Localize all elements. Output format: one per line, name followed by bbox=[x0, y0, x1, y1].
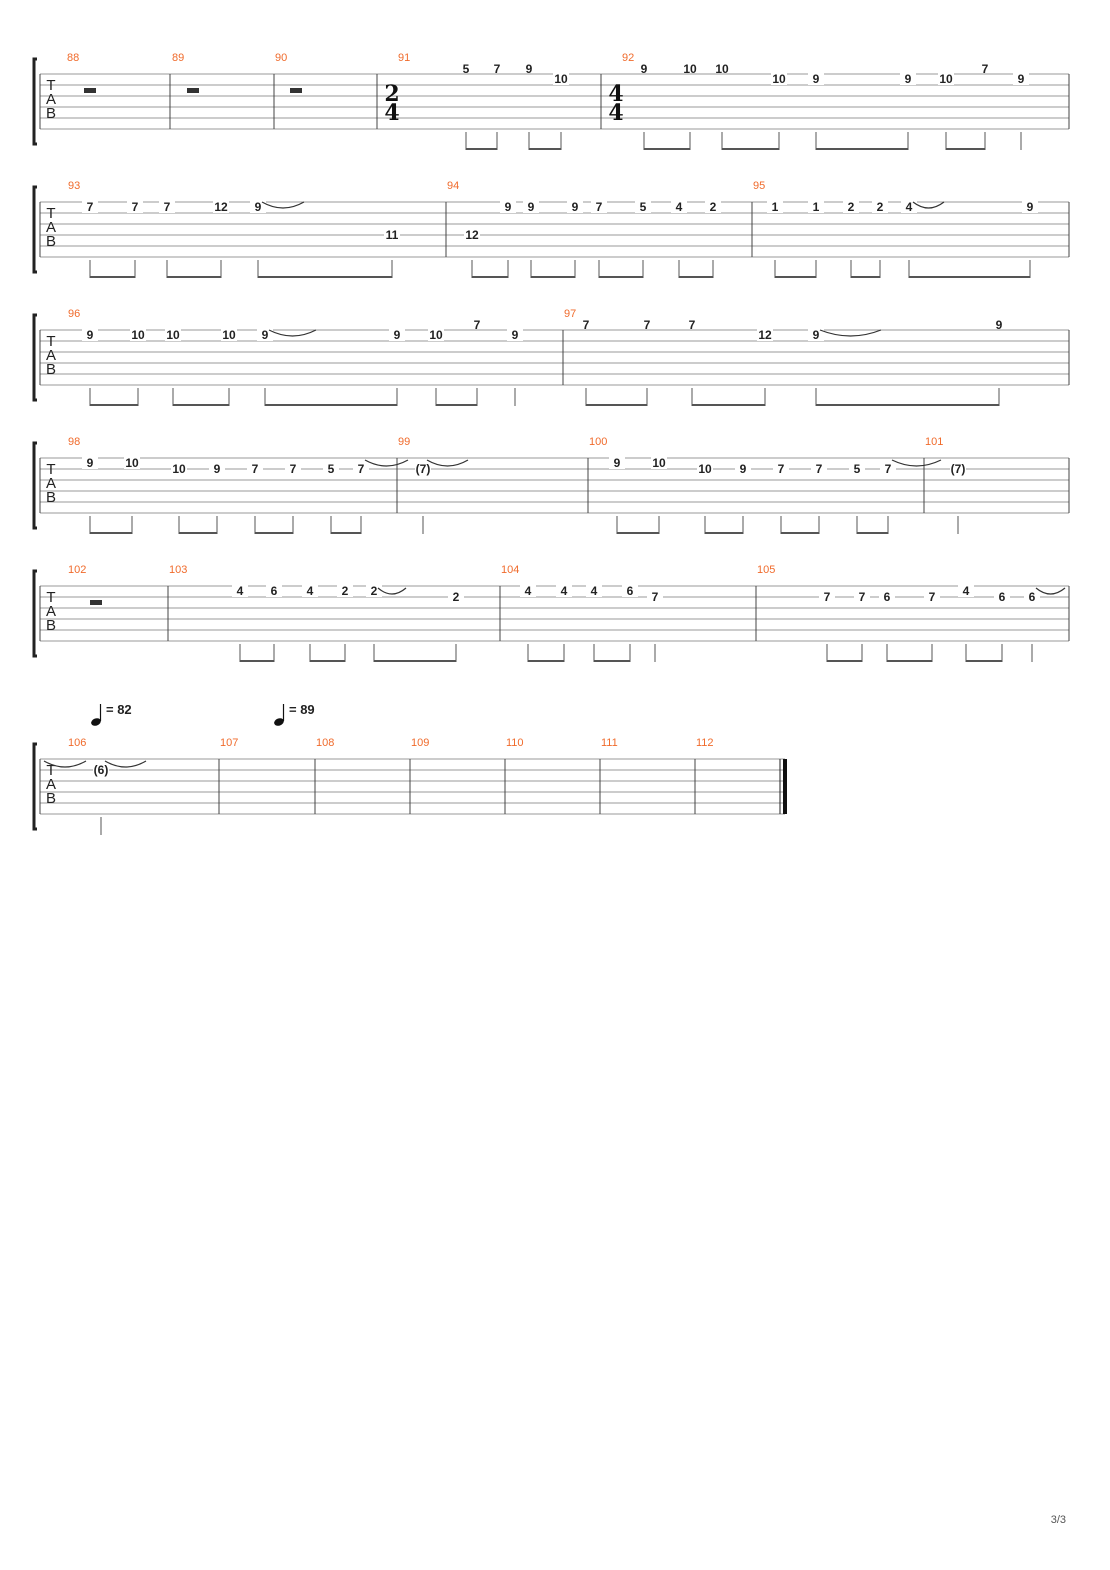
fret-number: 2 bbox=[876, 200, 884, 214]
fret-number: 9 bbox=[393, 328, 401, 342]
fret-number: 6 bbox=[626, 584, 634, 598]
beam bbox=[265, 404, 397, 406]
measure-number: 109 bbox=[411, 737, 430, 749]
fret-number: 7 bbox=[595, 200, 603, 214]
measure-number: 104 bbox=[501, 564, 520, 576]
fret-number: 9 bbox=[254, 200, 262, 214]
fret-number: (6) bbox=[93, 763, 109, 777]
beam bbox=[722, 148, 779, 150]
tab-clef-letter: B bbox=[45, 617, 57, 634]
fret-number: 7 bbox=[981, 62, 989, 76]
tie bbox=[365, 460, 408, 466]
fret-number: 12 bbox=[758, 328, 772, 342]
fret-number: 7 bbox=[815, 462, 823, 476]
beam bbox=[851, 276, 880, 278]
tie bbox=[913, 202, 944, 208]
beam bbox=[472, 276, 508, 278]
fret-number: 7 bbox=[357, 462, 365, 476]
measure-number: 98 bbox=[68, 436, 81, 448]
tab-clef-letter: A bbox=[45, 603, 57, 620]
final-barline-thick bbox=[783, 759, 787, 814]
time-signature-top: 2 bbox=[384, 81, 400, 107]
fret-number: 7 bbox=[289, 462, 297, 476]
system-bracket bbox=[34, 744, 37, 829]
tab-clef-letter: B bbox=[45, 489, 57, 506]
beam bbox=[692, 404, 765, 406]
tab-clef-letter: B bbox=[45, 105, 57, 122]
fret-number: 9 bbox=[86, 328, 94, 342]
half-rest bbox=[290, 88, 302, 93]
fret-number: 4 bbox=[524, 584, 532, 598]
fret-number: 2 bbox=[847, 200, 855, 214]
measure-number: 108 bbox=[316, 737, 335, 749]
fret-number: 7 bbox=[493, 62, 501, 76]
page-number: 3/3 bbox=[1050, 1514, 1066, 1526]
beam bbox=[705, 532, 743, 534]
fret-number: 9 bbox=[571, 200, 579, 214]
measure-number: 89 bbox=[172, 52, 185, 64]
beam bbox=[258, 276, 392, 278]
beam bbox=[816, 148, 908, 150]
fret-number: 7 bbox=[651, 590, 659, 604]
fret-number: 2 bbox=[452, 590, 460, 604]
fret-number: 11 bbox=[385, 228, 399, 242]
fret-number: 4 bbox=[306, 584, 314, 598]
tab-clef-letter: T bbox=[46, 205, 56, 222]
fret-number: 7 bbox=[582, 318, 590, 332]
beam bbox=[436, 404, 477, 406]
fret-number: 10 bbox=[652, 456, 666, 470]
system-2 bbox=[34, 187, 1069, 278]
system-4 bbox=[34, 443, 1069, 534]
tab-clef-letter: T bbox=[46, 461, 56, 478]
fret-number: 7 bbox=[131, 200, 139, 214]
fret-number: 10 bbox=[939, 72, 953, 86]
fret-number: 9 bbox=[904, 72, 912, 86]
beam bbox=[679, 276, 713, 278]
tie bbox=[105, 761, 146, 767]
measure-number: 94 bbox=[447, 180, 460, 192]
fret-number: 4 bbox=[675, 200, 683, 214]
beam bbox=[179, 532, 217, 534]
beam bbox=[594, 660, 630, 662]
system-bracket bbox=[34, 571, 37, 656]
measure-number: 88 bbox=[67, 52, 80, 64]
beam bbox=[240, 660, 274, 662]
fret-number: 9 bbox=[1026, 200, 1034, 214]
tab-clef-letter: T bbox=[46, 589, 56, 606]
time-signature-top: 4 bbox=[608, 81, 624, 107]
tab-clef-letter: B bbox=[45, 361, 57, 378]
beam bbox=[90, 404, 138, 406]
fret-number: 5 bbox=[639, 200, 647, 214]
beam bbox=[374, 660, 456, 662]
fret-number: 1 bbox=[812, 200, 820, 214]
beam bbox=[255, 532, 293, 534]
measure-number: 105 bbox=[757, 564, 776, 576]
fret-number: 7 bbox=[928, 590, 936, 604]
fret-number: 7 bbox=[163, 200, 171, 214]
tab-clef-letter: T bbox=[46, 77, 56, 94]
fret-number: 7 bbox=[777, 462, 785, 476]
tab-clef-letter: A bbox=[45, 776, 57, 793]
fret-number: 4 bbox=[905, 200, 913, 214]
fret-number: (7) bbox=[950, 462, 966, 476]
fret-number: 12 bbox=[465, 228, 479, 242]
measure-number: 107 bbox=[220, 737, 239, 749]
fret-number: 6 bbox=[270, 584, 278, 598]
beam bbox=[167, 276, 221, 278]
system-6 bbox=[34, 744, 787, 835]
tab-clef-letter: A bbox=[45, 347, 57, 364]
fret-number: 10 bbox=[429, 328, 443, 342]
fret-number: 10 bbox=[698, 462, 712, 476]
measure-number: 90 bbox=[275, 52, 288, 64]
fret-number: 9 bbox=[613, 456, 621, 470]
fret-number: 6 bbox=[1028, 590, 1036, 604]
measure-number: 111 bbox=[601, 737, 618, 749]
beam bbox=[946, 148, 985, 150]
beam bbox=[827, 660, 862, 662]
fret-number: 9 bbox=[504, 200, 512, 214]
tab-clef-letter: A bbox=[45, 475, 57, 492]
fret-number: 7 bbox=[473, 318, 481, 332]
tempo-marking: = 89 bbox=[289, 702, 315, 717]
fret-number: 7 bbox=[643, 318, 651, 332]
beam bbox=[599, 276, 643, 278]
measure-number: 103 bbox=[169, 564, 188, 576]
system-3 bbox=[34, 315, 1069, 406]
beam bbox=[331, 532, 361, 534]
fret-number: 9 bbox=[511, 328, 519, 342]
beam bbox=[528, 660, 564, 662]
fret-number: 6 bbox=[998, 590, 1006, 604]
tie bbox=[820, 330, 881, 336]
fret-number: 9 bbox=[739, 462, 747, 476]
beam bbox=[529, 148, 561, 150]
fret-number: 12 bbox=[214, 200, 228, 214]
tie bbox=[1036, 588, 1065, 594]
tie bbox=[892, 460, 941, 466]
fret-number: 10 bbox=[683, 62, 697, 76]
beam bbox=[173, 404, 229, 406]
measure-number: 110 bbox=[506, 737, 524, 749]
measure-number: 91 bbox=[398, 52, 411, 64]
beam bbox=[966, 660, 1002, 662]
tie bbox=[262, 202, 304, 208]
beam bbox=[310, 660, 345, 662]
half-rest bbox=[187, 88, 199, 93]
fret-number: 4 bbox=[590, 584, 598, 598]
beam bbox=[90, 532, 132, 534]
tab-clef-letter: A bbox=[45, 91, 57, 108]
fret-number: 1 bbox=[771, 200, 779, 214]
fret-number: 9 bbox=[812, 72, 820, 86]
fret-number: (7) bbox=[415, 462, 431, 476]
measure-number: 93 bbox=[68, 180, 81, 192]
fret-number: 9 bbox=[213, 462, 221, 476]
measure-number: 112 bbox=[696, 737, 714, 749]
fret-number: 9 bbox=[640, 62, 648, 76]
tab-clef-letter: B bbox=[45, 233, 57, 250]
system-bracket bbox=[34, 443, 37, 528]
fret-number: 10 bbox=[554, 72, 568, 86]
measure-number: 96 bbox=[68, 308, 81, 320]
system-bracket bbox=[34, 187, 37, 272]
fret-number: 9 bbox=[812, 328, 820, 342]
fret-number: 10 bbox=[125, 456, 139, 470]
tab-clef-letter: T bbox=[46, 333, 56, 350]
fret-number: 4 bbox=[236, 584, 244, 598]
measure-number: 99 bbox=[398, 436, 411, 448]
beam bbox=[586, 404, 647, 406]
system-1 bbox=[34, 59, 1069, 150]
fret-number: 2 bbox=[370, 584, 378, 598]
half-rest bbox=[84, 88, 96, 93]
fret-number: 7 bbox=[688, 318, 696, 332]
fret-number: 9 bbox=[525, 62, 533, 76]
tempo-marking: = 82 bbox=[106, 702, 132, 717]
beam bbox=[816, 404, 999, 406]
fret-number: 5 bbox=[327, 462, 335, 476]
fret-number: 5 bbox=[853, 462, 861, 476]
fret-number: 9 bbox=[527, 200, 535, 214]
tie bbox=[427, 460, 468, 466]
measure-number: 92 bbox=[622, 52, 635, 64]
tab-clef-letter: A bbox=[45, 219, 57, 236]
measure-number: 97 bbox=[564, 308, 577, 320]
time-signature-bottom: 4 bbox=[384, 100, 400, 126]
fret-number: 7 bbox=[858, 590, 866, 604]
tie bbox=[269, 330, 316, 336]
tab-clef-letter: B bbox=[45, 790, 57, 807]
time-signature-bottom: 4 bbox=[608, 100, 624, 126]
tie bbox=[378, 588, 406, 594]
fret-number: 7 bbox=[884, 462, 892, 476]
fret-number: 9 bbox=[1017, 72, 1025, 86]
beam bbox=[644, 148, 690, 150]
measure-number: 101 bbox=[925, 436, 944, 448]
system-bracket bbox=[34, 59, 37, 144]
half-rest bbox=[90, 600, 102, 605]
fret-number: 7 bbox=[823, 590, 831, 604]
fret-number: 10 bbox=[772, 72, 786, 86]
beam bbox=[909, 276, 1030, 278]
fret-number: 9 bbox=[86, 456, 94, 470]
beam bbox=[857, 532, 888, 534]
fret-number: 9 bbox=[261, 328, 269, 342]
fret-number: 7 bbox=[86, 200, 94, 214]
system-5 bbox=[34, 571, 1069, 662]
tab-clef-letter: T bbox=[46, 762, 56, 779]
beam bbox=[781, 532, 819, 534]
fret-number: 10 bbox=[166, 328, 180, 342]
fret-number: 6 bbox=[883, 590, 891, 604]
fret-number: 9 bbox=[995, 318, 1003, 332]
system-bracket bbox=[34, 315, 37, 400]
measure-number: 106 bbox=[68, 737, 87, 749]
beam bbox=[531, 276, 575, 278]
beam bbox=[775, 276, 816, 278]
fret-number: 10 bbox=[222, 328, 236, 342]
fret-number: 7 bbox=[251, 462, 259, 476]
fret-number: 4 bbox=[962, 584, 970, 598]
fret-number: 5 bbox=[462, 62, 470, 76]
fret-number: 10 bbox=[715, 62, 729, 76]
beam bbox=[887, 660, 932, 662]
fret-number: 10 bbox=[172, 462, 186, 476]
measure-number: 100 bbox=[589, 436, 608, 448]
measure-number: 95 bbox=[753, 180, 766, 192]
fret-number: 4 bbox=[560, 584, 568, 598]
measure-number: 102 bbox=[68, 564, 87, 576]
fret-number: 2 bbox=[709, 200, 717, 214]
beam bbox=[466, 148, 497, 150]
fret-number: 2 bbox=[341, 584, 349, 598]
beam bbox=[90, 276, 135, 278]
beam bbox=[617, 532, 659, 534]
fret-number: 10 bbox=[131, 328, 145, 342]
